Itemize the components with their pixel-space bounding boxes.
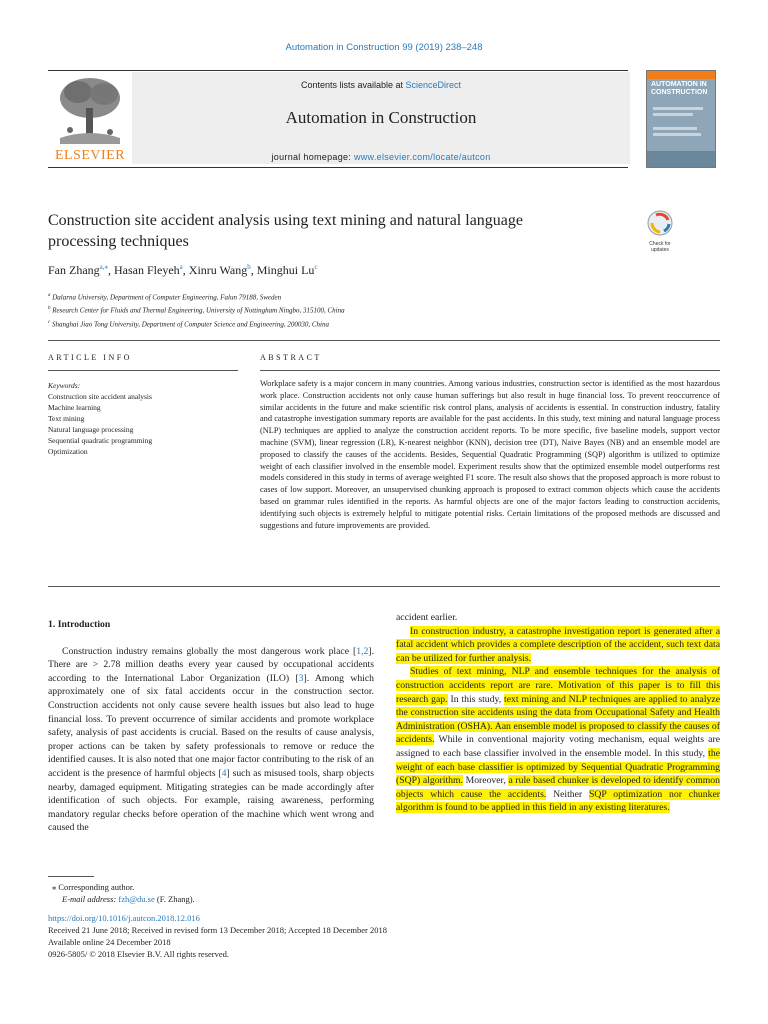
- contents-available-line: [132, 80, 630, 90]
- affiliation-text: Dalarna University, Department of Computer Engineering, Falun 79188, Sweden: [52, 293, 282, 302]
- text-run: Moreover,: [462, 775, 509, 787]
- email-line: [52, 893, 195, 905]
- affiliation-sup: a: [48, 293, 51, 298]
- highlighted-text: a rule based chunker is developed to identify common objects which cause the accidents.: [396, 775, 720, 800]
- paper-title-line-2: processing techniques: [48, 233, 189, 250]
- author-list: Fan Zhang$^{a,⁎}$, Hasan Fleyeh$^a$, Xinru Wang$^b$, Minghui Lu$^c$: [48, 263, 318, 277]
- intro-paragraph: [48, 645, 374, 835]
- text-run: ]. There are > 2.78 million deaths every year caused by occupational accidents according to the International Labor Organization (ILO) [: [48, 645, 374, 684]
- check-for-updates-label: Check for updates: [649, 241, 671, 253]
- section-heading: 1. Introduction: [48, 619, 111, 630]
- check-for-updates-icon: [647, 210, 673, 236]
- keywords-label: Keywords:: [48, 381, 81, 390]
- footnote-divider: [48, 876, 94, 877]
- sciencedirect-link[interactable]: ScienceDirect: [405, 80, 462, 90]
- journal-cover-image: [646, 70, 716, 168]
- affiliation-text: Research Center for Fluids and Thermal Engineering, University of Nottingham Ningbo, 315100, China: [52, 306, 345, 315]
- keyword: Construction site accident analysis: [48, 392, 152, 401]
- affiliation-item: [48, 290, 345, 303]
- text-run: ]. Among which approximately one of six fatal accidents occur in the construction sector. Construction accidents not only cause severe health issues but also lead to huge financial loss. To prevent occurrence of similar accidents and promote workplace safety, analysis of past accidents is crucial. Based on the results of cause analysis, proper actions can be taken by safety professionals to remove or reduce the identified causes. It is also noted that one major factor contributing to the risk of an accident is the presence of harmful objects [: [48, 672, 374, 779]
- keyword: Optimization: [48, 447, 88, 456]
- author: Fan Zhang: [48, 263, 100, 277]
- keyword: Machine learning: [48, 403, 101, 412]
- highlighted-text: SQP optimization nor chunker algorithm is found to be applied in this field in any existing literatures.: [396, 788, 720, 814]
- paper-title-line-1: Construction site accident analysis using text mining and natural language: [48, 212, 523, 229]
- affiliation-item: [48, 303, 345, 316]
- received-dates: Received 21 June 2018; Received in revised form 13 December 2018; Accepted 18 December 2018: [48, 925, 387, 935]
- affiliation-item: [48, 317, 345, 330]
- intro-paragraph: accident earlier.: [396, 612, 458, 623]
- keyword: Sequential quadratic programming: [48, 436, 153, 445]
- intro-paragraph: [396, 625, 720, 666]
- doi-link[interactable]: https://doi.org/10.1016/j.autcon.2018.12.016: [48, 913, 200, 923]
- cover-title: AUTOMATION IN CONSTRUCTION: [651, 81, 708, 96]
- journal-title: Automation in Construction: [285, 108, 477, 127]
- article-footer: [48, 912, 387, 960]
- email-label: E-mail address:: [62, 894, 119, 904]
- homepage-link[interactable]: www.elsevier.com/locate/autcon: [353, 152, 491, 162]
- email-suffix: (F. Zhang).: [154, 894, 195, 904]
- intro-right-column: [396, 611, 720, 815]
- keyword: Text mining: [48, 414, 85, 423]
- text-run: In this study,: [447, 693, 505, 705]
- author-affiliation-sup[interactable]: a: [179, 263, 183, 271]
- intro-left-column: [48, 618, 374, 835]
- available-online: Available online 24 December 2018: [48, 937, 171, 947]
- divider: [48, 340, 720, 341]
- author-affiliation-sup[interactable]: c: [314, 263, 318, 271]
- highlighted-text: text mining and NLP techniques are applied to analyze the construction site accidents using the data from Occupational Safety and Health Administration (OSHA). Aan ensemble model is proposed to classify the causes of accidents.: [396, 693, 720, 746]
- publisher-wordmark: ELSEVIER: [54, 148, 126, 163]
- paper-title: [48, 210, 638, 252]
- author: Xinru Wang: [188, 263, 248, 277]
- divider: [48, 586, 720, 587]
- article-info-heading: ARTICLE INFO: [48, 353, 132, 362]
- abstract-heading: ABSTRACT: [260, 353, 322, 362]
- homepage-label: journal homepage:: [271, 152, 354, 162]
- divider: [48, 370, 238, 371]
- affiliation-list: [48, 290, 345, 330]
- highlighted-text: the weight of each base classifier is optimized by Sequential Quadratic Programming (SQP) algorithm.: [396, 747, 720, 787]
- copyright-line: 0926-5805/ © 2018 Elsevier B.V. All rights reserved.: [48, 949, 230, 959]
- affiliation-sup: b: [48, 306, 51, 312]
- email-link[interactable]: fzh@du.se: [118, 894, 155, 904]
- highlighted-text: Studies of text mining, NLP and ensemble techniques for the analysis of construction accidents report are rare. Motivation of this paper is to fill this research gap.: [396, 666, 720, 705]
- author-affiliation-sup[interactable]: b: [247, 263, 251, 271]
- highlighted-text: In construction industry, a catastrophe investigation report is generated after a fatal accident which provides a complete description of the accident, such text data can be utilized for further analysis.: [396, 625, 720, 664]
- citation-link[interactable]: 3: [298, 672, 304, 684]
- author: Minghui Lu: [256, 263, 315, 277]
- author-affiliation-sup[interactable]: a,⁎: [99, 263, 109, 271]
- text-run: Neither: [546, 788, 589, 800]
- text-run: Construction industry remains globally the most dangerous work place [: [62, 645, 357, 657]
- corresponding-author-note: ⁎ Corresponding author.: [52, 882, 135, 892]
- journal-homepage-line: [132, 152, 630, 162]
- footnote: [52, 881, 195, 905]
- affiliation-sup: c: [48, 319, 51, 325]
- text-run: ] such as misused tools, sharp objects nearby, damaged equipment. Mitigating strategies can be made accordingly after identification of such objects. For example, raising awareness, performing mandatory regular checks before operation of the machine which went wrong and caused the: [48, 767, 374, 834]
- keyword: Natural language processing: [48, 425, 134, 434]
- intro-paragraph: [396, 665, 720, 815]
- contents-prefix: Contents lists available at: [300, 80, 406, 90]
- divider: [260, 370, 720, 371]
- keywords-block: [48, 380, 218, 457]
- author: Hasan Fleyeh: [114, 263, 180, 277]
- journal-citation-link[interactable]: Automation in Construction 99 (2019) 238–248: [285, 42, 483, 53]
- abstract-text: Workplace safety is a major concern in many countries. Among various industries, construction sector is identified as the most hazardous work place. Construction accidents not only cause human sufferings but also result in huge financial loss. To prevent reoccurrence of similar accidents in the future and make scientific risk control plans, analysis of accidents is essential. In construction industry, fatality and catastrophe investigation summary reports are available for the past accidents. In this study, text mining and natural language process (NLP) techniques are applied to analyze the construction accident reports. To be more specific, five baseline models, support vector machine (SVM), linear regression (LR), K-nearest neighbor (KNN), decision tree (DT), Naive Bayes (NB) and an ensemble model are proposed to classify the causes of the accidents. Besides, Sequential Quadratic Programming (SQP) algorithm is utilized to optimize weight of each classifier involved in the ensemble model. Experiment results show that the optimized ensemble model outperforms rest models considered in this study in terms of average weighted F1 score. The result also shows that the proposed approach is more robust to cases of low support. Moreover, an unsupervised chunking approach is proposed to extract common objects which cause the accidents based on grammar rules identified in the reports. As harmful objects are one of the major factors leading to construction accidents, identifying such objects is extremely helpful to mitigate potential risks. Certain limitations of the proposed methods are discussed and suggestions and future improvements are provided.: [260, 379, 720, 530]
- citation-link[interactable]: 4: [221, 767, 227, 779]
- affiliation-text: Shanghai Jiao Tong University, Department of Computer Science and Engineering, 200030, China: [51, 319, 329, 328]
- text-run: While in conventional majority voting mechanism, equal weights are assigned to each base classifier involved in the ensemble model. In this study,: [396, 734, 720, 759]
- citation-link[interactable]: 1,2: [356, 645, 369, 657]
- check-for-updates-badge[interactable]: [642, 210, 678, 253]
